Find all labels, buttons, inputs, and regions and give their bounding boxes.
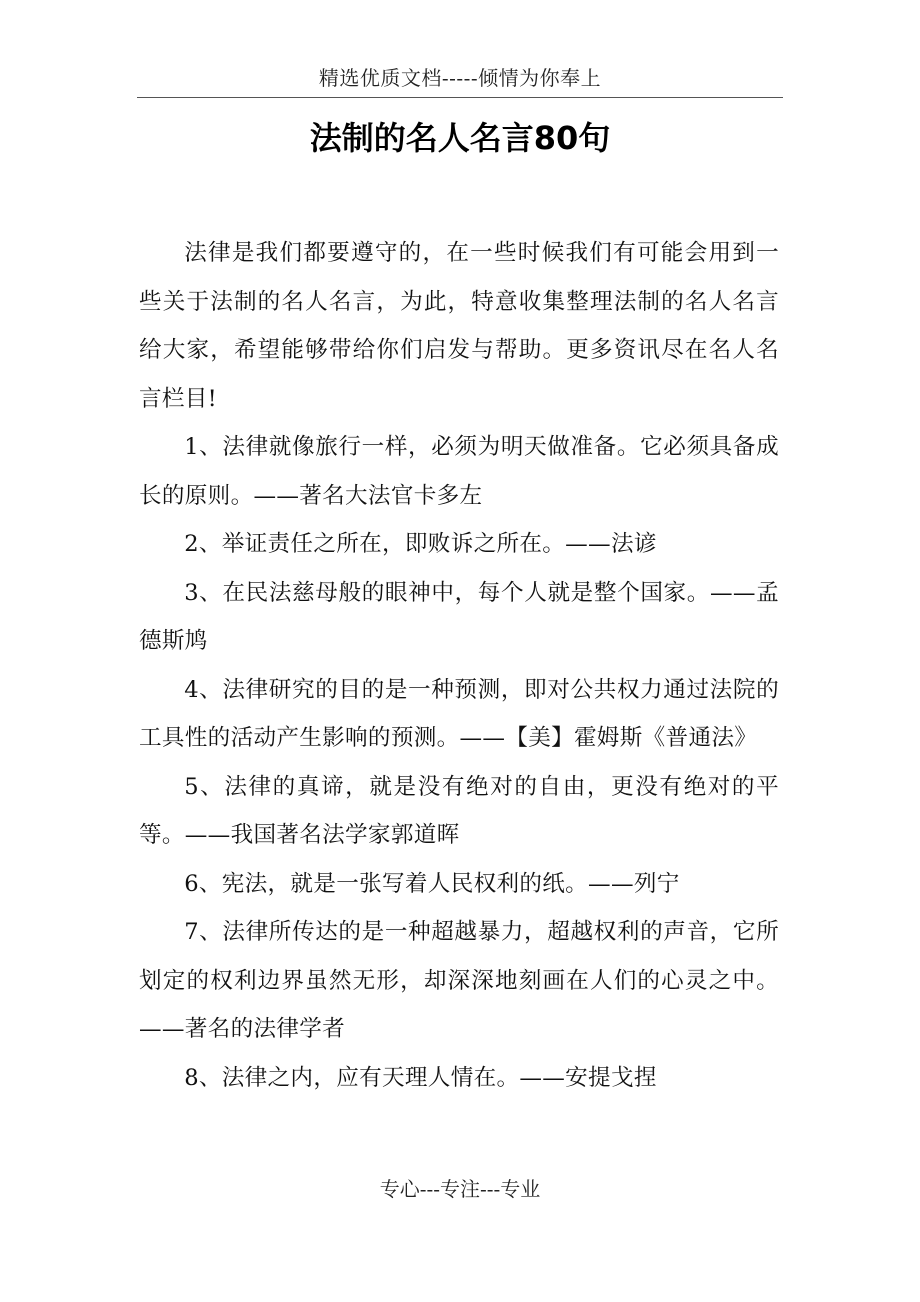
quote-paragraph-6: 6、宪法，就是一张写着人民权利的纸。——列宁 — [184, 870, 680, 897]
page-header: 精选优质文档-----倾情为你奉上 — [318, 66, 602, 90]
quote-paragraph-8: 8、法律之内，应有天理人情在。——安提戈捏 — [184, 1064, 657, 1091]
intro-paragraph: 法律是我们都要遵守的，在一些时候我们有可能会用到一些关于法制的名人名言，为此，特意收集整理法制的名人名言给大家，希望能够带给你们启发与帮助。更多资讯尽在名人名言栏目! — [139, 240, 779, 412]
header-divider — [137, 97, 783, 98]
page-footer: 专心---专注---专业 — [379, 1177, 541, 1201]
quote-paragraph-3: 3、在民法慈母般的眼神中，每个人就是整个国家。——孟德斯鸠 — [139, 579, 779, 654]
quote-paragraph-1: 1、法律就像旅行一样，必须为明天做准备。它必须具备成长的原则。——著名大法官卡多左 — [139, 434, 779, 509]
quote-paragraph-7: 7、法律所传达的是一种超越暴力，超越权利的声音，它所划定的权利边界虽然无形，却深深地刻画在人们的心灵之中。——著名的法律学者 — [139, 919, 779, 1042]
quote-paragraph-4: 4、法律研究的目的是一种预测，即对公共权力通过法院的工具性的活动产生影响的预测。——【美】霍姆斯《普通法》 — [139, 676, 779, 751]
document-title: 法制的名人名言80句 — [309, 119, 611, 157]
quote-paragraph-2: 2、举证责任之所在，即败诉之所在。——法谚 — [184, 531, 657, 557]
document-body — [139, 229, 779, 1102]
quote-paragraph-5: 5、法律的真谛，就是没有绝对的自由，更没有绝对的平等。——我国著名法学家郭道晖 — [139, 773, 779, 848]
